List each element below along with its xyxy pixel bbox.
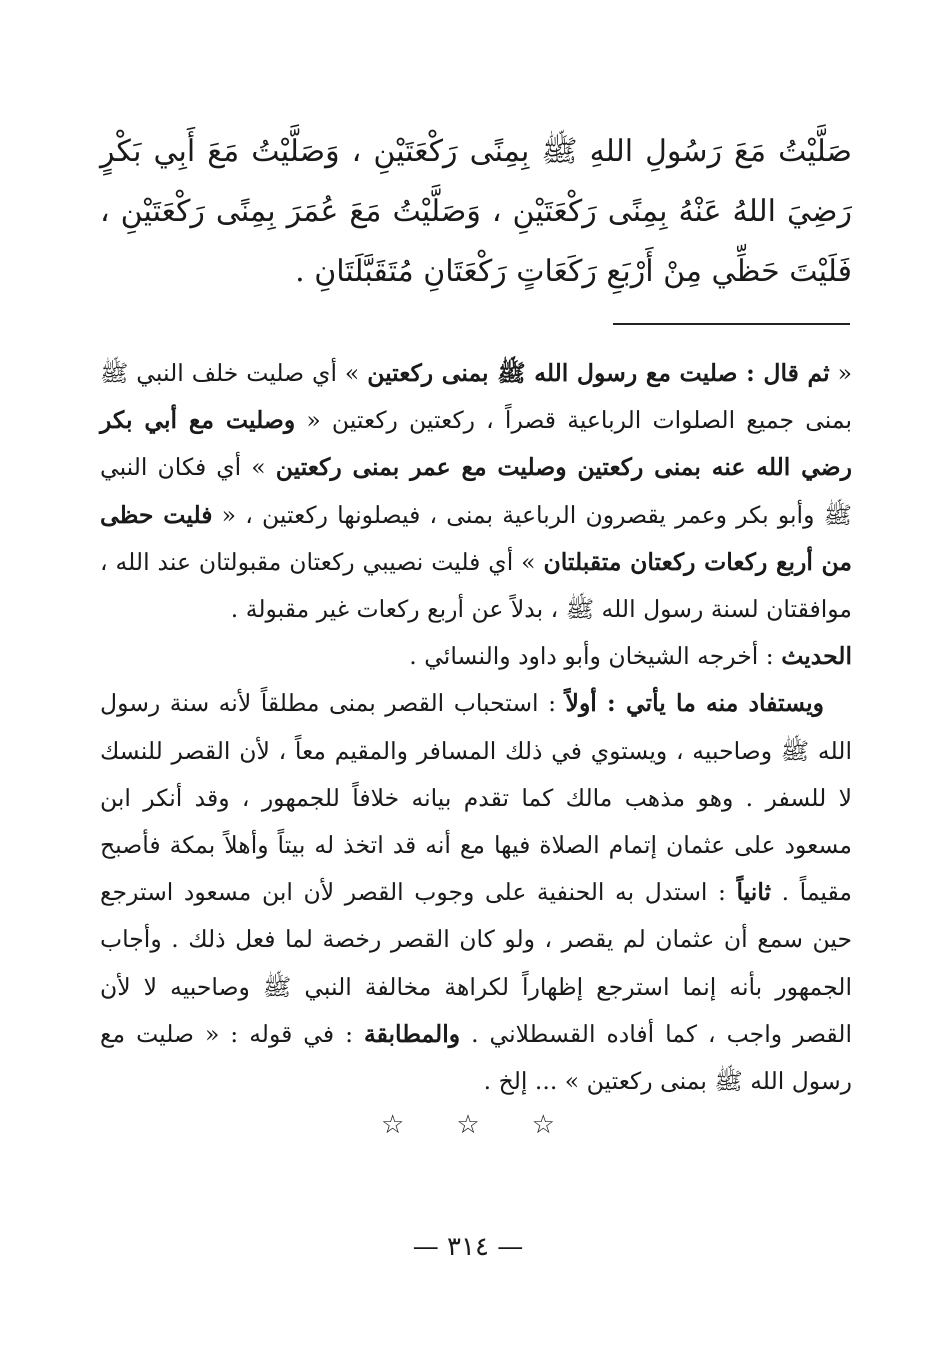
star-icon: ☆ xyxy=(456,1110,480,1140)
commentary-paragraph-2 xyxy=(100,633,852,680)
commentary-text: » أي فكان النبي ﷺ وأبو بكر وعمر يقصرون الرباعية بمنى ، فيصلونها ركعتين ، « xyxy=(100,453,852,529)
footnote-separator-line xyxy=(613,323,850,325)
page-number: — ٣١٤ — xyxy=(412,1232,524,1262)
hadith-text: صَلَّيْتُ مَعَ رَسُولِ اللهِ ﷺ بِمِنًى رَكْعَتَيْنِ ، وَصَلَّيْتُ مَعَ أَبِي بَكْرٍ رَضِيَ اللهُ عَنْهُ بِمِنًى رَكْعَتَيْنِ ، وَصَلَّيْتُ مَعَ عُمَرَ بِمِنًى رَكْعَتَيْنِ ، فَلَيْتَ حَظِّي مِنْ أَرْبَعِ رَكَعَاتٍ رَكْعَتَانِ مُتَقَبَّلَتَانِ . xyxy=(100,134,852,289)
commentary-quote-bold: ثم قال : صليت مع رسول الله ﷺ بمنى ركعتين xyxy=(367,359,830,387)
commentary-paragraph-3 xyxy=(100,680,852,1105)
commentary-section xyxy=(100,350,852,1105)
commentary-text: : في قوله : « صليت مع رسول الله ﷺ بمنى ركعتين » ... إلخ . xyxy=(100,1019,852,1096)
section-heading-second: ثانياً xyxy=(736,878,772,907)
section-heading-hadith: الحديث xyxy=(781,642,852,671)
commentary-text: » أي صليت خلف النبي ﷺ بمنى جميع الصلوات الرباعية قصراً ، ركعتين ركعتين « xyxy=(100,359,852,435)
commentary-quote-bold: وصليت مع أبي بكر رضي الله عنه بمنى ركعتين وصليت مع عمر بمنى ركعتين xyxy=(100,406,852,482)
star-icon: ☆ xyxy=(531,1110,555,1140)
section-divider-stars xyxy=(0,1110,936,1140)
commentary-text: « xyxy=(829,359,852,387)
commentary-paragraph-1 xyxy=(100,350,852,633)
star-icon: ☆ xyxy=(381,1110,405,1140)
commentary-quote-bold: فليت حظى من أربع ركعات ركعتان متقبلتان xyxy=(100,500,852,576)
commentary-text: : استدل به الحنفية على وجوب القصر لأن ابن مسعود استرجع حين سمع أن عثمان لم يقصر ، ولو كان القصر رخصة لما فعل ذلك . وأجاب الجمهور بأنه إنما استرجع إظهاراً لكراهة مخالفة النبي ﷺ وصاحبيه لا لأن القصر واجب ، كما أفاده القسطلاني . xyxy=(100,878,852,1048)
commentary-text: : استحباب القصر بمنى مطلقاً لأنه سنة رسول الله ﷺ وصاحبيه ، ويستوي في ذلك المسافر والمقيم معاً ، لأن القصر للنسك لا للسفر . وهو مذهب مالك كما تقدم بيانه خلافاً للجمهور ، وقد أنكر ابن مسعود على عثمان إتمام الصلاة فيها مع أنه قد اتخذ له بيتاً وأهلاً بمكة فأصبح مقيماً . xyxy=(100,689,852,907)
section-heading-benefits: ويستفاد منه ما يأتي : أولاً xyxy=(565,689,824,718)
commentary-text: » أي فليت نصيبي ركعتان مقبولتان عند الله ، موافقتان لسنة رسول الله ﷺ ، بدلاً عن أربع ركعات غير مقبولة . xyxy=(100,547,852,624)
section-heading-correspondence: والمطابقة xyxy=(364,1019,461,1048)
commentary-text: : أخرجه الشيخان وأبو داود والنسائي . xyxy=(409,642,782,671)
